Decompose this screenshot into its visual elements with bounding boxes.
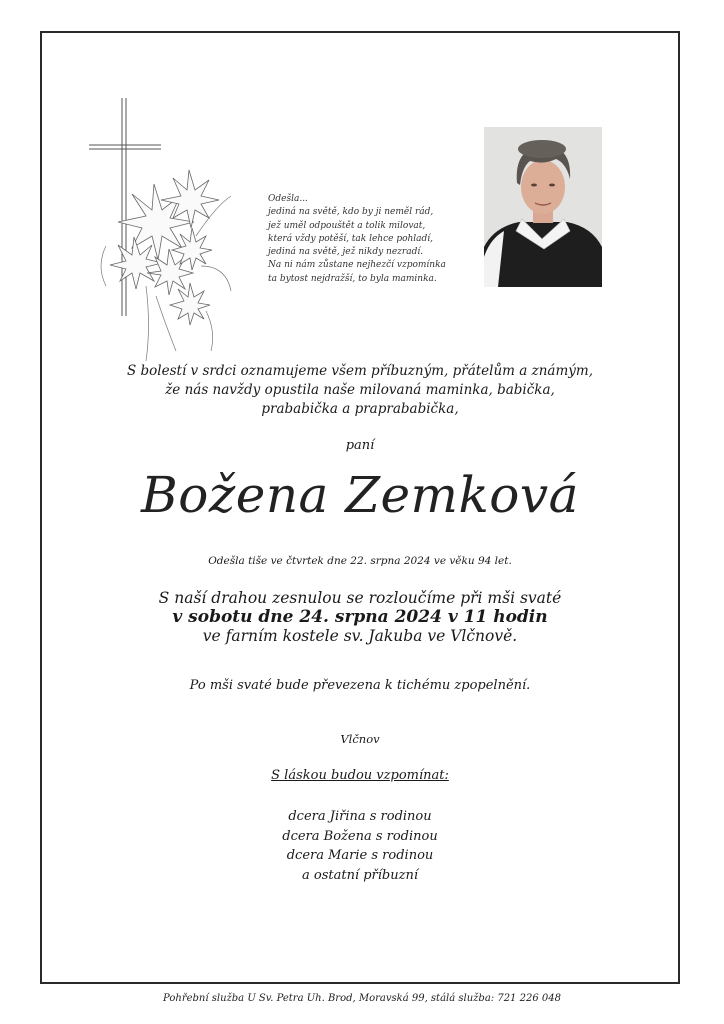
remembrance-heading: S láskou budou vzpomínat: <box>271 768 449 783</box>
mourner: dcera Marie s rodinou <box>286 848 434 863</box>
poem-line: jediná na světě, jež nikdy nezradí. <box>268 247 424 258</box>
salutation: paní <box>345 438 375 453</box>
farewell-location: ve farním kostele sv. Jakuba ve Vlčnově. <box>202 627 518 645</box>
poem-line: Odešla... <box>268 194 308 204</box>
cross-flowers-icon <box>86 96 236 366</box>
mourner: dcera Jiřina s rodinou <box>288 809 432 824</box>
announcement-line: že nás navždy opustila naše milovaná maminka, babička, <box>165 382 555 398</box>
mourners-list <box>40 807 680 885</box>
poem-line: jež uměl odpouštět a tolik milovat, <box>268 220 426 231</box>
announcement <box>40 362 680 419</box>
cremation-note: Po mši svaté bude převezena k tichému zpopelnění. <box>189 678 531 693</box>
funeral-service-footer: Pohřební služba U Sv. Petra Uh. Brod, Moravská 99, stálá služba: 721 226 048 <box>163 993 561 1004</box>
deceased-name: Božena Zemková <box>141 466 579 524</box>
deceased-photo <box>484 127 602 287</box>
poem <box>268 193 478 286</box>
poem-line: ta bytost nejdražší, to byla maminka. <box>268 273 437 284</box>
announcement-line: prababička a praprababička, <box>261 401 459 417</box>
mourner: a ostatní příbuzní <box>301 867 418 883</box>
place: Vlčnov <box>340 732 380 746</box>
poem-line: která vždy potěší, tak lehce pohladí, <box>268 233 434 244</box>
death-info: Odešla tiše ve čtvrtek dne 22. srpna 2024 ve věku 94 let. <box>208 555 512 567</box>
poem-line: Na ni nám zůstane nejhezčí vzpomínka <box>268 260 446 271</box>
announcement-line: S bolestí v srdci oznamujeme všem příbuzným, přátelům a známým, <box>126 363 593 379</box>
farewell-date: v sobotu dne 24. srpna 2024 v 11 hodin <box>172 607 548 627</box>
poem-line: jediná na světě, kdo by ji neměl rád, <box>268 207 434 218</box>
farewell-line: S naší drahou zesnulou se rozloučíme při mši svaté <box>158 589 562 607</box>
mourner: dcera Božena s rodinou <box>282 828 438 844</box>
farewell-info <box>40 589 680 646</box>
